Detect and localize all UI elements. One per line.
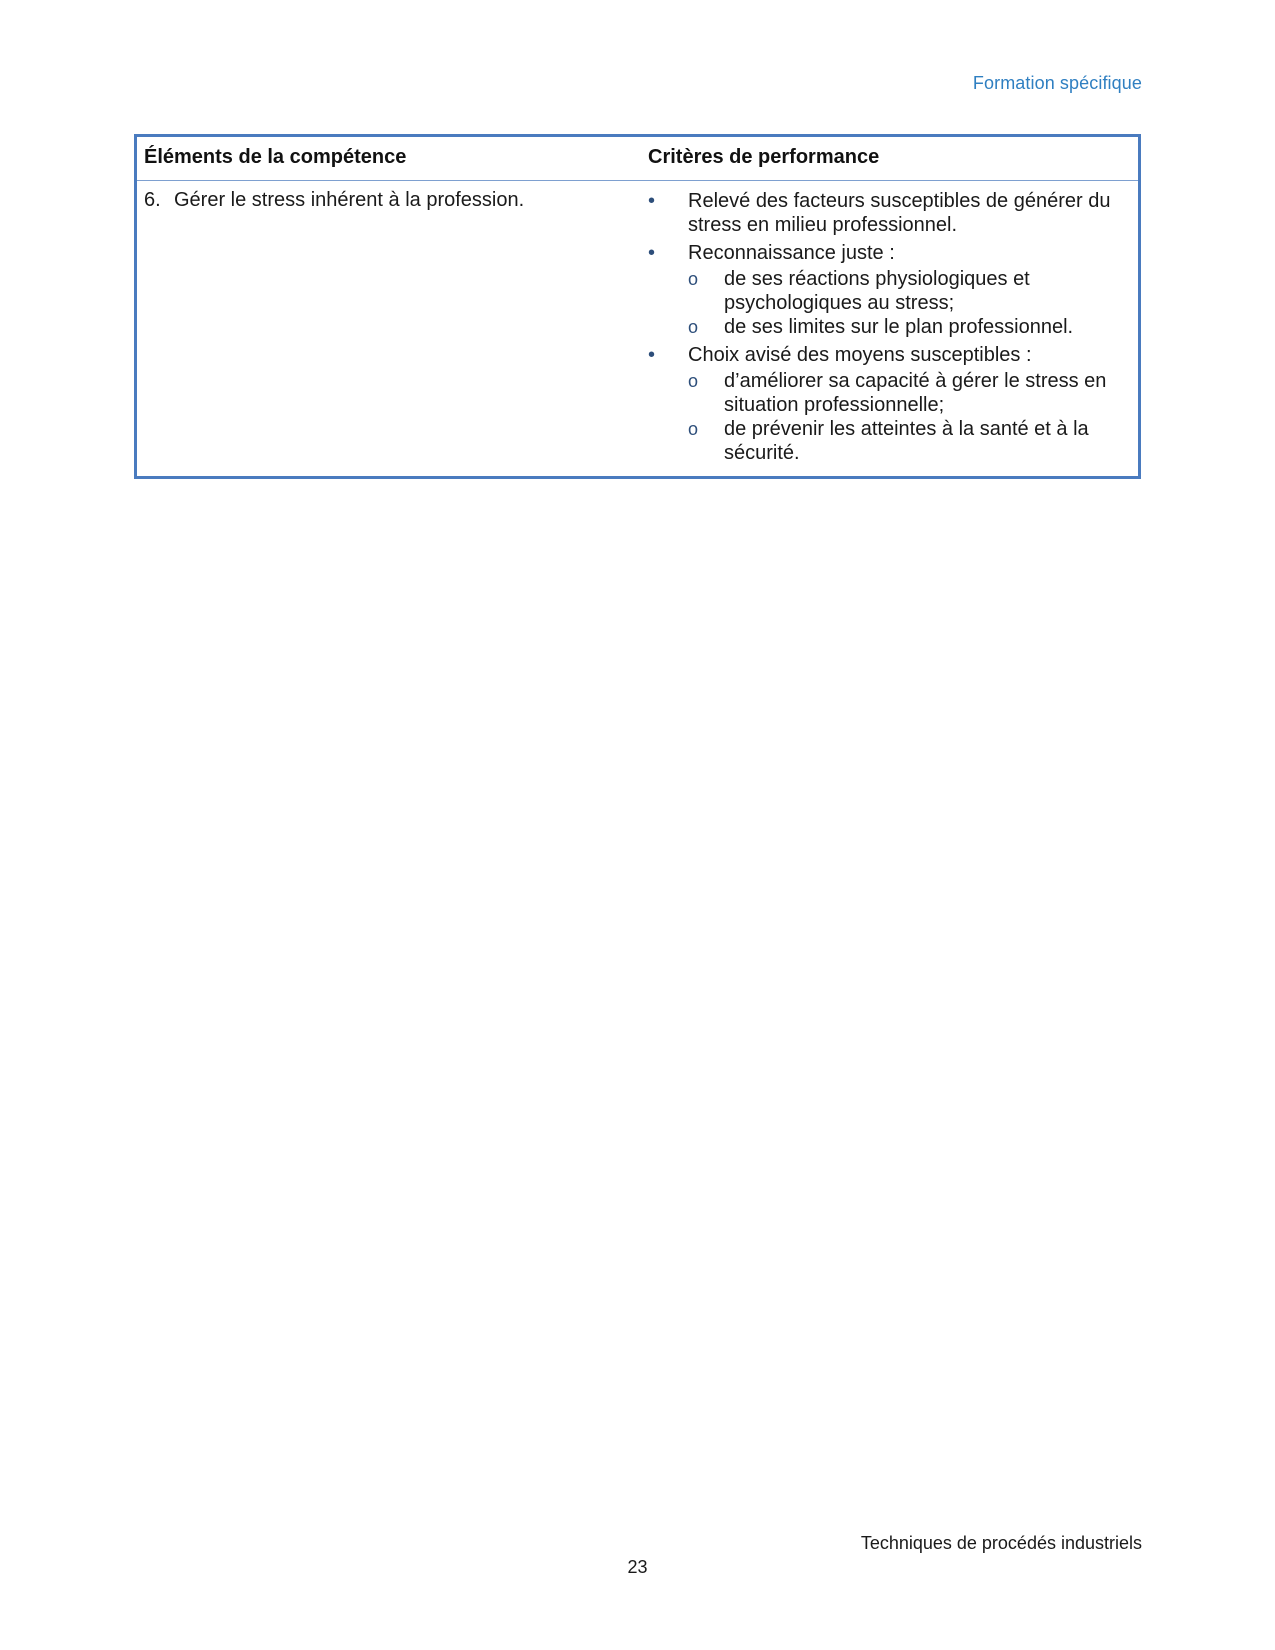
sub-criterion-text: de prévenir les atteintes à la santé et à la sécurité. [724,418,1089,464]
element-number: 6. [144,189,161,211]
criterion-item [648,343,1136,465]
sub-criterion-text: d’améliorer sa capacité à gérer le stress en situation professionnelle; [724,370,1107,416]
bullet-icon: • [648,242,656,264]
criterion-text: Choix avisé des moyens susceptibles : [688,344,1032,366]
table-header-row [137,137,1138,181]
page-number: 23 [627,1557,648,1577]
column-header-criteria: Critères de performance [648,146,880,168]
sub-criterion-item [688,267,1136,315]
bullet-icon: • [648,190,656,212]
sub-criteria-list [688,369,1136,465]
running-header: Formation spécifique [972,73,1142,93]
sub-criteria-list [688,267,1136,339]
sub-criterion-text: de ses limites sur le plan professionnel. [724,316,1074,338]
element-cell [144,188,624,212]
criterion-item [648,189,1136,237]
criterion-text: Relevé des facteurs susceptibles de générer du stress en milieu professionnel. [688,190,1111,236]
criteria-cell [648,189,1136,469]
circle-bullet-icon: o [688,419,699,439]
sub-criterion-text: de ses réactions physiologiques et psychologiques au stress; [724,268,1030,314]
bullet-icon: • [648,344,656,366]
competence-table [134,134,1141,479]
criterion-text: Reconnaissance juste : [688,242,895,264]
circle-bullet-icon: o [688,371,699,391]
sub-criterion-item [688,315,1136,339]
circle-bullet-icon: o [688,317,699,337]
column-header-elements: Éléments de la compétence [144,146,407,168]
footer-program-title: Techniques de procédés industriels [860,1533,1142,1553]
element-text: Gérer le stress inhérent à la profession. [174,189,525,211]
sub-criterion-item [688,417,1136,465]
circle-bullet-icon: o [688,269,699,289]
criterion-item [648,241,1136,339]
sub-criterion-item [688,369,1136,417]
